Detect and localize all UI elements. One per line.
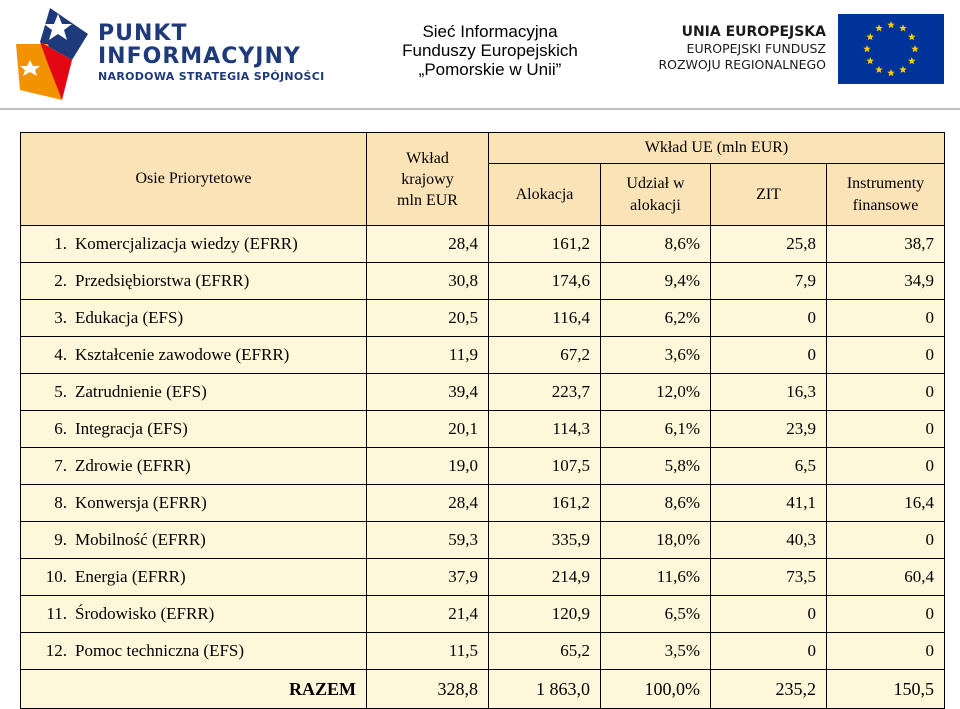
row-allocation: 116,4 (489, 300, 601, 337)
table-row (21, 263, 945, 300)
row-fund-type: (EFS) (147, 419, 188, 438)
page-header (0, 0, 960, 110)
row-instruments: 0 (827, 522, 945, 559)
punkt-informacyjny-logo-icon (10, 4, 92, 102)
row-share: 5,8% (601, 448, 711, 485)
row-zit: 25,8 (711, 226, 827, 263)
row-instruments: 60,4 (827, 559, 945, 596)
header-share (601, 164, 711, 226)
row-share: 8,6% (601, 226, 711, 263)
row-axis-name: Środowisko (75, 604, 157, 623)
row-allocation: 67,2 (489, 337, 601, 374)
row-axis-label (21, 300, 367, 337)
row-number: 3. (54, 308, 67, 327)
row-national: 20,1 (367, 411, 489, 448)
header-national-contribution (367, 133, 489, 226)
header-zit: ZIT (711, 164, 827, 226)
row-fund-type: (EFRR) (131, 567, 186, 586)
row-fund-type: (EFRR) (136, 456, 191, 475)
row-axis-label (21, 226, 367, 263)
header-instruments-label: Instrumenty finansowe (846, 174, 925, 214)
row-share: 6,2% (601, 300, 711, 337)
header-instruments (827, 164, 945, 226)
row-instruments: 0 (827, 448, 945, 485)
row-national: 39,4 (367, 374, 489, 411)
total-national: 328,8 (367, 670, 489, 709)
row-share: 3,5% (601, 633, 711, 670)
row-axis-label (21, 263, 367, 300)
row-number: 9. (54, 530, 67, 549)
eu-flag-icon (838, 14, 944, 84)
total-instruments: 150,5 (827, 670, 945, 709)
table-row (21, 559, 945, 596)
row-zit: 23,9 (711, 411, 827, 448)
table-row (21, 448, 945, 485)
table-row (21, 596, 945, 633)
header-axes: Osie Priorytetowe (21, 133, 367, 226)
total-row (21, 670, 945, 709)
row-national: 11,5 (367, 633, 489, 670)
row-fund-type: (EFRR) (235, 345, 290, 364)
row-share: 6,5% (601, 596, 711, 633)
row-national: 11,9 (367, 337, 489, 374)
row-number: 6. (54, 419, 67, 438)
total-share: 100,0% (601, 670, 711, 709)
row-share: 6,1% (601, 411, 711, 448)
row-zit: 0 (711, 596, 827, 633)
row-allocation: 174,6 (489, 263, 601, 300)
row-number: 5. (54, 382, 67, 401)
header-divider (0, 108, 960, 110)
row-national: 37,9 (367, 559, 489, 596)
logo-line-2: INFORMACYJNY (98, 44, 301, 69)
row-axis-name: Energia (75, 567, 128, 586)
row-axis-label (21, 633, 367, 670)
row-zit: 16,3 (711, 374, 827, 411)
row-allocation: 223,7 (489, 374, 601, 411)
row-number: 10. (45, 567, 67, 586)
row-allocation: 161,2 (489, 226, 601, 263)
row-instruments: 0 (827, 337, 945, 374)
row-national: 28,4 (367, 226, 489, 263)
header-share-label: Udział w alokacji (626, 174, 685, 214)
row-zit: 0 (711, 337, 827, 374)
row-number: 4. (54, 345, 67, 364)
row-allocation: 161,2 (489, 485, 601, 522)
network-title-line-1: Sieć Informacyjna (422, 22, 558, 41)
row-instruments: 0 (827, 374, 945, 411)
row-national: 59,3 (367, 522, 489, 559)
row-instruments: 0 (827, 633, 945, 670)
header-eu-contribution: Wkład UE (mln EUR) (489, 133, 945, 164)
punkt-informacyjny-wordmark (98, 22, 325, 83)
row-axis-name: Komercjalizacja wiedzy (75, 234, 240, 253)
row-number: 2. (54, 271, 67, 290)
row-allocation: 65,2 (489, 633, 601, 670)
priority-axes-table (20, 132, 945, 709)
row-axis-label (21, 485, 367, 522)
row-allocation: 214,9 (489, 559, 601, 596)
row-instruments: 0 (827, 596, 945, 633)
total-label: RAZEM (21, 670, 367, 709)
network-title-line-3: „Pomorskie w Unii” (418, 60, 562, 79)
row-axis-name: Integracja (75, 419, 143, 438)
row-axis-name: Pomoc techniczna (75, 641, 200, 660)
row-share: 11,6% (601, 559, 711, 596)
eu-line-1: UNIA EUROPEJSKA (681, 24, 826, 40)
eu-fund-wordmark (643, 24, 826, 73)
row-axis-label (21, 448, 367, 485)
row-axis-label (21, 411, 367, 448)
table-row (21, 633, 945, 670)
row-axis-label (21, 374, 367, 411)
row-allocation: 120,9 (489, 596, 601, 633)
row-zit: 0 (711, 300, 827, 337)
row-axis-name: Przedsiębiorstwa (75, 271, 192, 290)
row-axis-label (21, 337, 367, 374)
row-axis-label (21, 522, 367, 559)
row-number: 12. (45, 641, 67, 660)
row-axis-name: Zdrowie (75, 456, 133, 475)
header-allocation: Alokacja (489, 164, 601, 226)
row-share: 12,0% (601, 374, 711, 411)
row-number: 1. (54, 234, 67, 253)
row-axis-name: Kształcenie zawodowe (75, 345, 232, 364)
row-zit: 73,5 (711, 559, 827, 596)
row-zit: 0 (711, 633, 827, 670)
row-instruments: 16,4 (827, 485, 945, 522)
row-fund-type: (EFRR) (151, 530, 206, 549)
row-fund-type: (EFS) (203, 641, 245, 660)
table-row (21, 226, 945, 263)
row-national: 30,8 (367, 263, 489, 300)
total-allocation: 1 863,0 (489, 670, 601, 709)
row-instruments: 0 (827, 300, 945, 337)
row-zit: 41,1 (711, 485, 827, 522)
row-axis-name: Konwersja (75, 493, 149, 512)
table-row (21, 337, 945, 374)
row-axis-label (21, 559, 367, 596)
row-zit: 40,3 (711, 522, 827, 559)
row-fund-type: (EFS) (166, 382, 207, 401)
row-fund-type: (EFRR) (195, 271, 250, 290)
eu-line-3: ROZWOJU REGIONALNEGO (658, 57, 826, 72)
logo-line-3: NARODOWA STRATEGIA SPÓJNOŚCI (98, 70, 325, 83)
table-row (21, 411, 945, 448)
row-share: 8,6% (601, 485, 711, 522)
eu-line-2: EUROPEJSKI FUNDUSZ (686, 41, 826, 56)
row-axis-name: Zatrudnienie (75, 382, 162, 401)
row-zit: 7,9 (711, 263, 827, 300)
row-share: 18,0% (601, 522, 711, 559)
table-row (21, 300, 945, 337)
row-national: 20,5 (367, 300, 489, 337)
row-number: 7. (54, 456, 67, 475)
row-axis-label (21, 596, 367, 633)
row-fund-type: (EFS) (142, 308, 184, 327)
row-zit: 6,5 (711, 448, 827, 485)
row-allocation: 114,3 (489, 411, 601, 448)
row-national: 21,4 (367, 596, 489, 633)
row-instruments: 0 (827, 411, 945, 448)
header-national-label: Wkład krajowy mln EUR (397, 149, 458, 209)
logo-line-1: PUNKT (98, 21, 188, 46)
table-row (21, 485, 945, 522)
row-allocation: 335,9 (489, 522, 601, 559)
row-axis-name: Mobilność (75, 530, 148, 549)
network-title-line-2: Funduszy Europejskich (402, 41, 578, 60)
row-allocation: 107,5 (489, 448, 601, 485)
row-national: 19,0 (367, 448, 489, 485)
network-title (395, 22, 585, 79)
row-fund-type: (EFRR) (243, 234, 298, 253)
row-instruments: 38,7 (827, 226, 945, 263)
row-number: 11. (46, 604, 67, 623)
row-fund-type: (EFRR) (160, 604, 215, 623)
row-instruments: 34,9 (827, 263, 945, 300)
row-number: 8. (54, 493, 67, 512)
row-share: 3,6% (601, 337, 711, 374)
row-share: 9,4% (601, 263, 711, 300)
row-national: 28,4 (367, 485, 489, 522)
table-row (21, 522, 945, 559)
row-fund-type: (EFRR) (152, 493, 207, 512)
total-zit: 235,2 (711, 670, 827, 709)
row-axis-name: Edukacja (75, 308, 139, 327)
table-row (21, 374, 945, 411)
